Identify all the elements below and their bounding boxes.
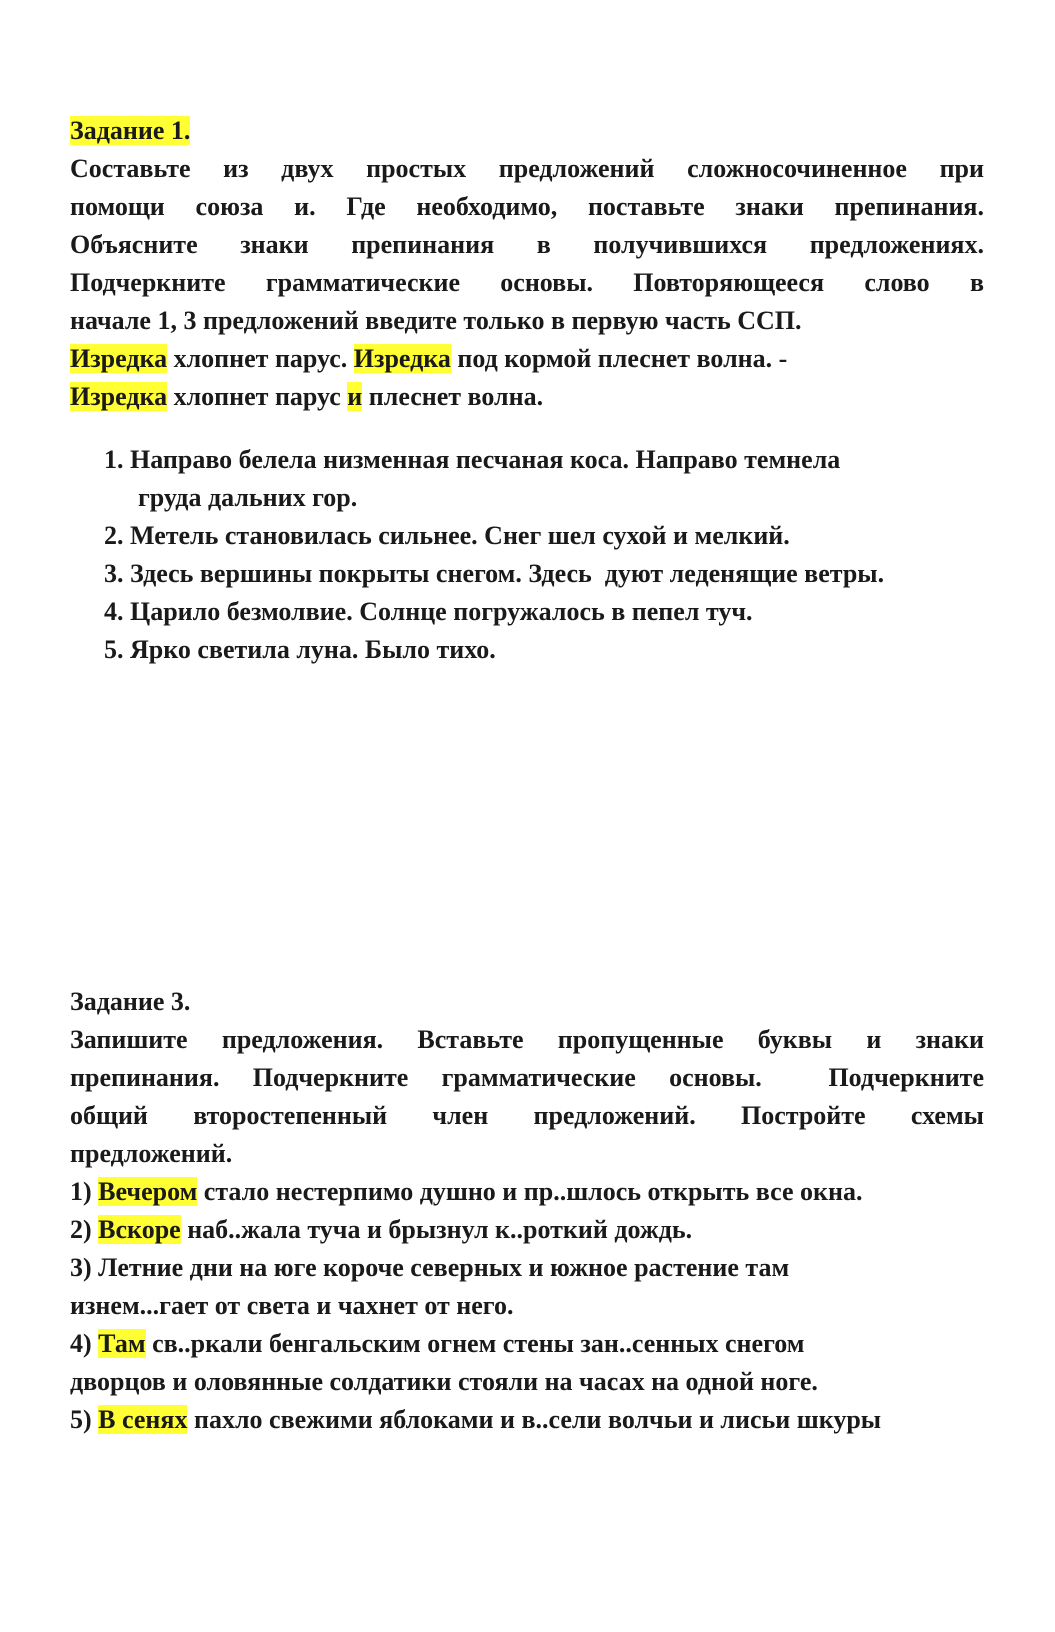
task1-instruction-line: начале 1, 3 предложений введите только в первую часть ССП. [70, 306, 802, 335]
task3-item-number: 4) [70, 1329, 99, 1358]
task3-item-continuation: дворцов и оловянные солдатики стояли на часах на одной ноге. [70, 1367, 818, 1396]
task1-instruction-line: Объясните знаки препинания в получившихся предложениях. [70, 230, 984, 259]
task3-item [70, 1325, 984, 1363]
task3-instruction-line: Запишите предложения. Вставьте пропущенные буквы и знаки [70, 1025, 984, 1054]
example-highlight-conj: и [347, 382, 363, 411]
list-item-number: 3. [104, 559, 124, 588]
task1-title: Задание 1. [70, 116, 191, 145]
task1-instruction-line: Подчеркните грамматические основы. Повторяющееся слово в [70, 268, 984, 297]
task1-instruction-line: помощи союза и. Где необходимо, поставьте знаки препинания. [70, 192, 984, 221]
task3-item-text: наб..жала туча и брызнул к..роткий дождь. [180, 1215, 693, 1244]
list-item-continuation: груда дальних гор. [138, 483, 358, 512]
list-item-number: 2. [104, 521, 124, 550]
task3-item [70, 1249, 984, 1287]
task3-title: Задание 3. [70, 987, 191, 1016]
list-item-text: Направо белела низменная песчаная коса. Направо темнела [130, 445, 841, 474]
task3-instruction-line: предложений. [70, 1139, 233, 1168]
list-item-number: 1. [104, 445, 124, 474]
list-item [104, 593, 1004, 631]
list-item-number: 5. [104, 635, 124, 664]
task3-item-highlight: Там [98, 1329, 146, 1358]
task1-example-line-2 [70, 378, 984, 416]
task3-item [70, 1211, 984, 1249]
example-text: хлопнет парус [167, 382, 348, 411]
task3-item-number: 3) [70, 1253, 99, 1282]
task3-item-text: Летние дни на юге короче северных и южное растение там [98, 1253, 790, 1282]
example-text: плеснет волна. [362, 382, 544, 411]
list-item [104, 555, 1004, 593]
task3-item [70, 1173, 984, 1211]
task3-item [70, 1401, 984, 1439]
example-text: хлопнет парус. [167, 344, 354, 373]
task3-item-number: 1) [70, 1177, 99, 1206]
task1-section [70, 112, 984, 416]
task3-instruction-line: общий второстепенный член предложений. Постройте схемы [70, 1101, 984, 1130]
task3-item-text: пахло свежими яблоками и в..сели волчьи и лисьи шкуры [187, 1405, 882, 1434]
example-highlight-word: Изредка [353, 344, 451, 373]
list-item [104, 517, 1004, 555]
list-item-text: Ярко светила луна. Было тихо. [130, 635, 496, 664]
task3-item-number: 5) [70, 1405, 99, 1434]
example-highlight-word: Изредка [70, 344, 168, 373]
task3-item-continuation: изнем...гает от света и чахнет от него. [70, 1291, 514, 1320]
list-item [104, 441, 1004, 479]
task3-section [70, 983, 984, 1439]
task1-list [104, 441, 1004, 669]
task3-item-highlight: В сенях [98, 1405, 188, 1434]
list-item-number: 4. [104, 597, 124, 626]
task1-title-line [70, 112, 984, 150]
task3-item-highlight: Вскоре [98, 1215, 181, 1244]
task1-example-line-1 [70, 340, 984, 378]
task3-item-number: 2) [70, 1215, 99, 1244]
task1-instruction-line: Составьте из двух простых предложений сложносочиненное при [70, 154, 984, 183]
list-item-text: Здесь вершины покрыты снегом. Здесь дуют леденящие ветры. [130, 559, 885, 588]
list-item [104, 631, 1004, 669]
task3-item-text: стало нестерпимо душно и пр..шлось открыть все окна. [197, 1177, 863, 1206]
example-highlight-word: Изредка [70, 382, 168, 411]
example-text: под кормой плеснет волна. - [450, 344, 788, 373]
list-item-text: Царило безмолвие. Солнце погружалось в пепел туч. [130, 597, 753, 626]
task3-instruction-line: препинания. Подчеркните грамматические основы. Подчеркните [70, 1063, 984, 1092]
list-item-text: Метель становилась сильнее. Снег шел сухой и мелкий. [130, 521, 790, 550]
task3-item-text: св..ркали бенгальским огнем стены зан..сенных снегом [145, 1329, 805, 1358]
task3-item-highlight: Вечером [98, 1177, 198, 1206]
